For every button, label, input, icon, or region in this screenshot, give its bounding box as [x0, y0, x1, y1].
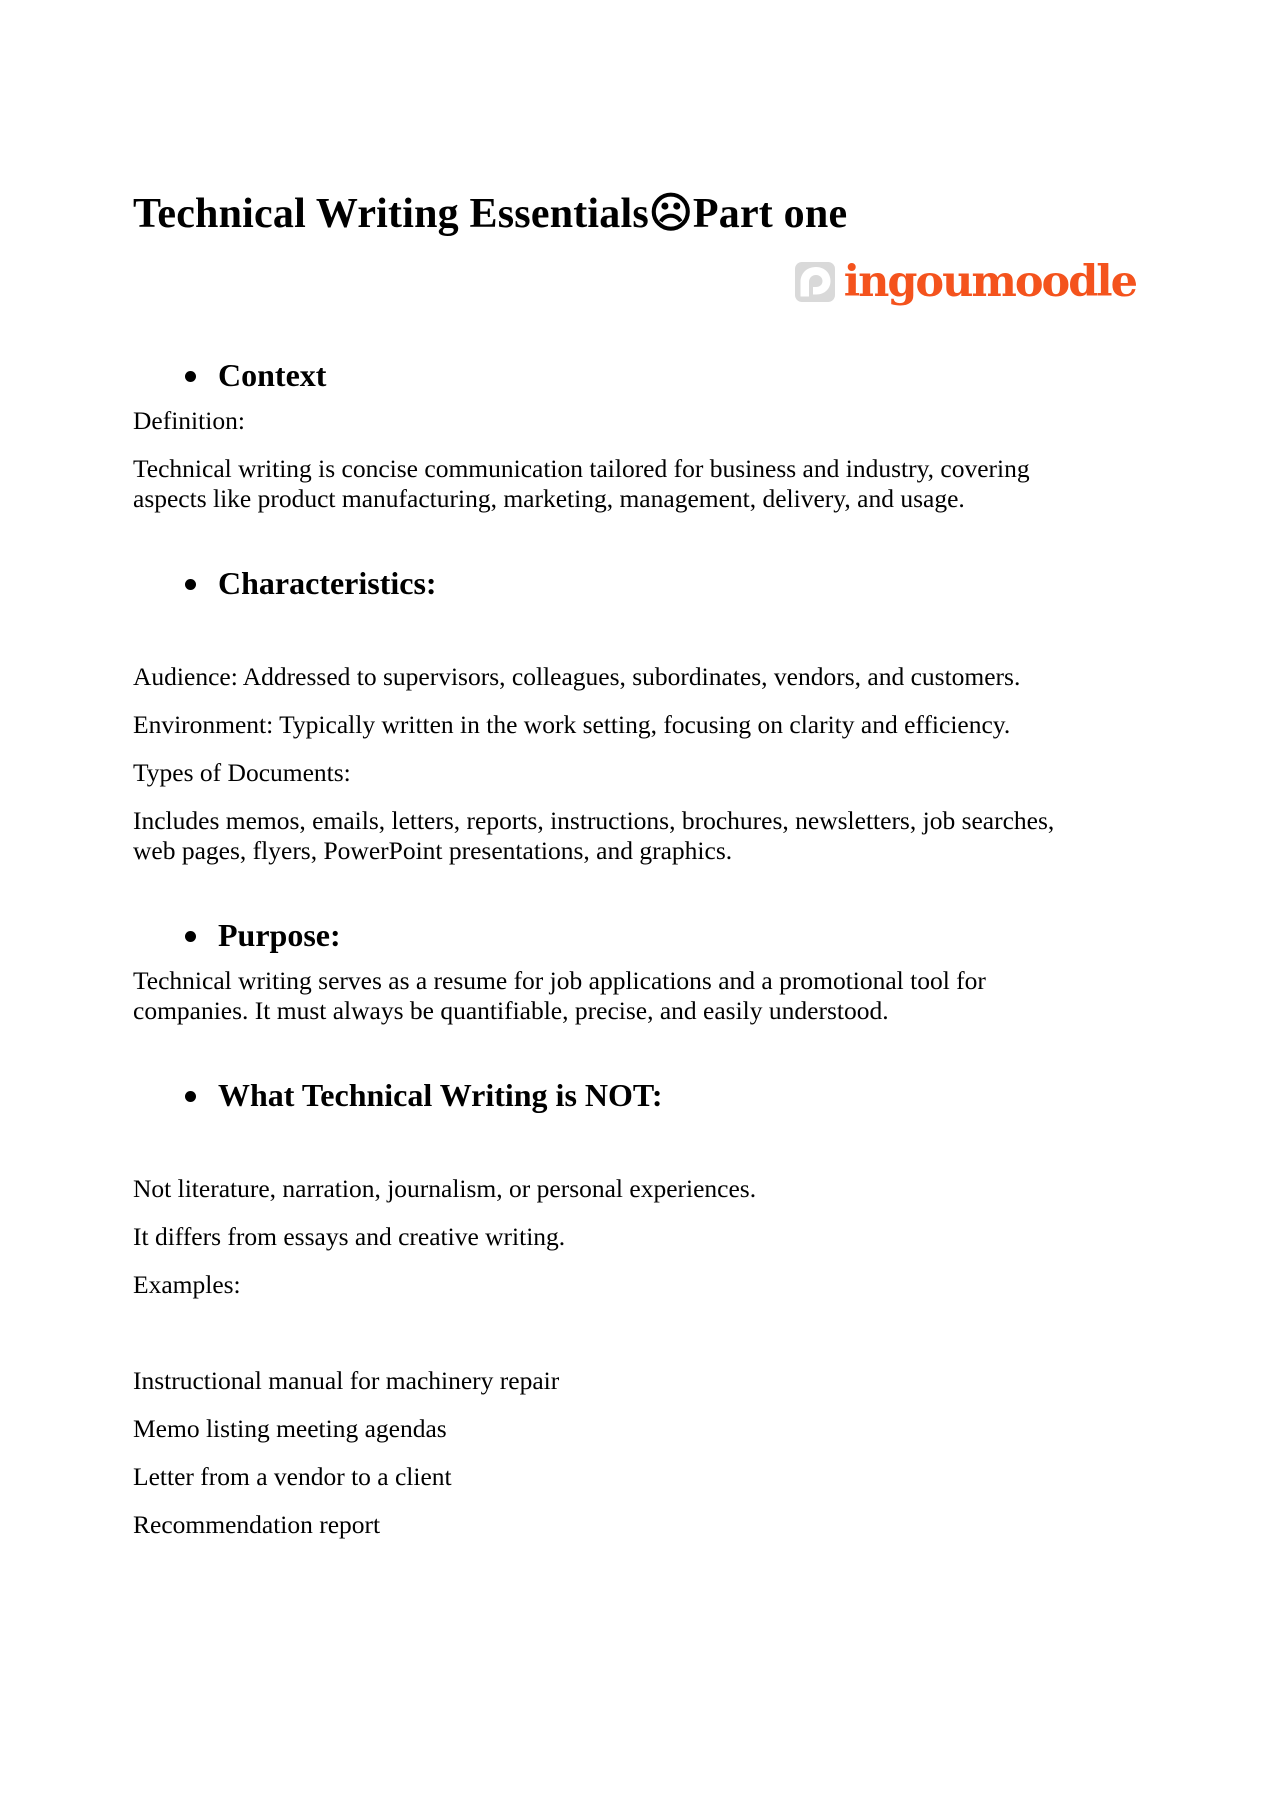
paragraph: It differs from essays and creative writing.	[133, 1222, 566, 1251]
blank-line	[133, 614, 1103, 644]
paragraph: Not literature, narration, journalism, or personal experiences.	[133, 1174, 757, 1203]
section-heading: What Technical Writing is NOT:	[218, 1077, 663, 1113]
bullet-icon	[185, 1091, 196, 1102]
paragraph: Memo listing meeting agendas	[133, 1414, 447, 1443]
paragraph: Definition:	[133, 406, 245, 435]
page-title: Technical Writing Essentials☹Part one	[133, 191, 848, 237]
bullet-icon	[185, 579, 196, 590]
section-heading-row	[133, 916, 1103, 954]
section-purpose	[133, 916, 1103, 1026]
bullet-icon	[185, 931, 196, 942]
logo	[166, 258, 1136, 306]
paragraph: Includes memos, emails, letters, reports, instructions, brochures, newsletters, job searches, web pages, flyers, PowerPoint presentations, and graphics.	[133, 806, 1055, 865]
logo-text: ingoumoodle	[843, 257, 1136, 307]
paragraph: Technical writing serves as a resume for job applications and a promotional tool for companies. It must always be quantifiable, precise, and easily understood.	[133, 966, 986, 1025]
section-heading: Purpose:	[218, 917, 341, 953]
paragraph: Examples:	[133, 1270, 241, 1299]
paragraph: Environment: Typically written in the work setting, focusing on clarity and efficiency.	[133, 710, 1011, 739]
section-characteristics	[133, 564, 1103, 866]
blank-line	[133, 1126, 1103, 1156]
paragraph: Recommendation report	[133, 1510, 381, 1539]
section-heading: Characteristics:	[218, 565, 437, 601]
section-context	[133, 356, 1103, 514]
document-body	[133, 356, 1103, 1540]
blank-line	[133, 1318, 1103, 1348]
paragraph: Technical writing is concise communication tailored for business and industry, covering aspects like product manufacturing, marketing, management, delivery, and usage.	[133, 454, 1030, 513]
bullet-icon	[185, 371, 196, 382]
section-what-technical-writing-is-not	[133, 1076, 1103, 1540]
section-heading-row	[133, 564, 1103, 602]
paragraph: Types of Documents:	[133, 758, 351, 787]
section-heading-row	[133, 1076, 1103, 1114]
paragraph: Instructional manual for machinery repair	[133, 1366, 560, 1395]
section-heading: Context	[218, 357, 327, 393]
section-heading-row	[133, 356, 1103, 394]
paragraph: Audience: Addressed to supervisors, colleagues, subordinates, vendors, and customers.	[133, 662, 1021, 691]
moodle-curl-icon	[795, 262, 835, 302]
paragraph: Letter from a vendor to a client	[133, 1462, 452, 1491]
